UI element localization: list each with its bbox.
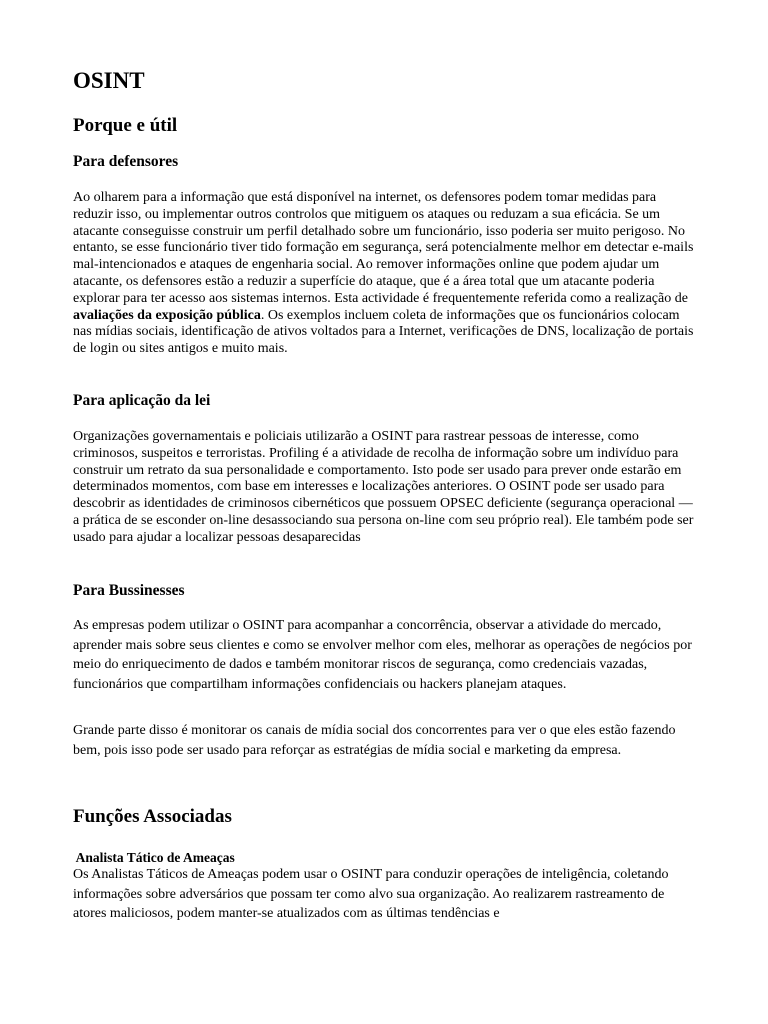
roles-heading: Funções Associadas	[73, 806, 232, 827]
business-paragraph-1: As empresas podem utilizar o OSINT para acompanhar a concorrência, observar a atividade do mercado, aprender mais sobre seus clientes e como se envolver melhor com eles, melhorar as operações de negócios por meio do enriquecimento de dados e também monitorar riscos de segurança, como credenciais vazadas, funcionários que compartilham informações confidenciais ou hackers planejam ataques.	[73, 618, 692, 692]
why-heading: Porque e útil	[73, 115, 178, 136]
page-title: OSINT	[73, 68, 145, 93]
defenders-paragraph: Ao olharem para a informação que está disponível na internet, os defensores podem tomar medidas para reduzir isso, ou implementar outros controlos que mitiguem os ataques ou reduzam a sua eficácia. Se um atacante conseguisse construir um perfil detalhado sobre um funcionário, isso poderia ser muito perigoso. No entanto, se esse funcionário tiver tido formação em segurança, será potencialmente melhor em detectar e-mails mal-intencionados e ataques de engenharia social. Ao remover informações online que podem ajudar um atacante, os defensores estão a reduzir a superfície do ataque, que é a área total que um atacante poderia explorar para ter acesso aos sistemas internos. Esta actividade é frequentemente referida como a realização de avaliações da exposição pública. Os exemplos incluem coleta de informações que os funcionários colocam nas mídias sociais, identificação de ativos voltados para a Internet, verificações de DNS, localização de portais de login ou sites antigos e muito mais.	[73, 190, 694, 357]
defenders-heading: Para defensores	[73, 153, 179, 170]
business-heading: Para Bussinesses	[73, 582, 185, 599]
law-heading: Para aplicação da lei	[73, 392, 211, 409]
role-paragraph: Os Analistas Táticos de Ameaças podem usar o OSINT para conduzir operações de inteligência, coletando informações sobre adversários que possam ter como alvo sua organização. Ao realizarem rastreamento de atores maliciosos, podem manter-se atualizados com as últimas tendências e	[73, 867, 669, 921]
business-paragraph-2: Grande parte disso é monitorar os canais de mídia social dos concorrentes para ver o que eles estão fazendo bem, pois isso pode ser usado para reforçar as estratégias de mídia social e marketing da empresa.	[73, 723, 676, 758]
role-subheading: Analista Tático de Ameaças	[73, 850, 235, 865]
law-paragraph: Organizações governamentais e policiais utilizarão a OSINT para rastrear pessoas de interesse, como criminosos, suspeitos e terroristas. Profiling é a atividade de recolha de informação sobre um indivíduo para construir um retrato da sua personalidade e comportamento. Isto pode ser usado para prever onde estarão em determinados momentos, com base em interesses e localizações anteriores. O OSINT pode ser usado para descobrir as identidades de criminosos cibernéticos que possuem OPSEC deficiente (segurança operacional — a prática de se esconder on-line desassociando sua persona on-line com seu próprio real). Ele também pode ser usado para ajudar a localizar pessoas desaparecidas	[73, 429, 694, 545]
public-exposure-term: avaliações da exposição pública	[73, 307, 261, 323]
